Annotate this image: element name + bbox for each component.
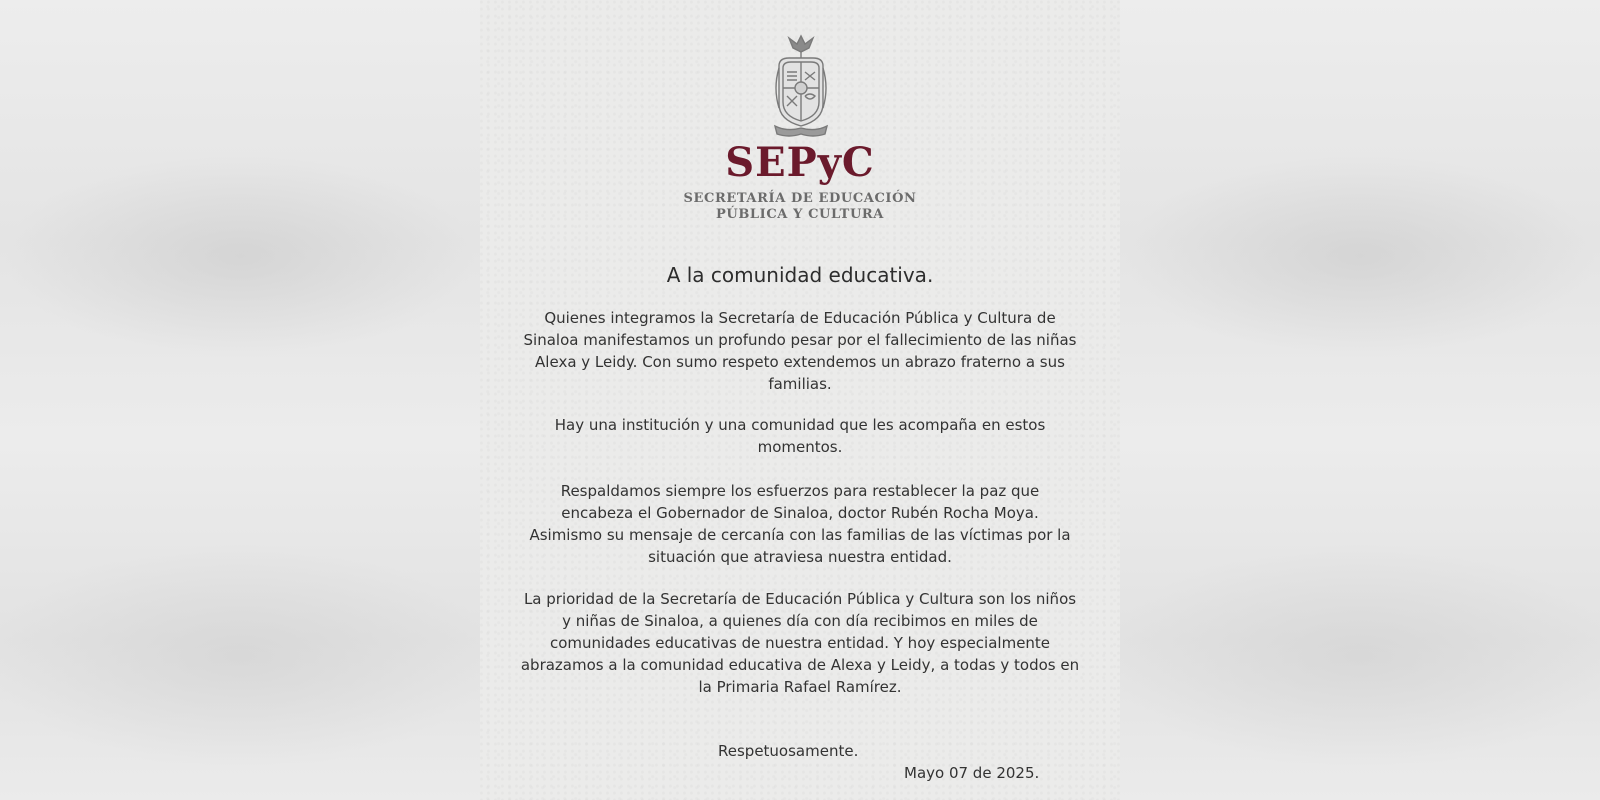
- paragraph-line: Hay una institución y una comunidad que les acompaña en estos: [554, 416, 1046, 434]
- paragraph-line: la Primaria Rafael Ramírez.: [698, 678, 902, 696]
- paragraph-line: Quienes integramos la Secretaría de Educación Pública y Cultura de: [544, 309, 1056, 327]
- blurred-background-left: [0, 0, 480, 800]
- letter-document: [480, 0, 1120, 800]
- paragraph-line: encabeza el Gobernador de Sinaloa, doctor Rubén Rocha Moya.: [561, 504, 1039, 522]
- letter-greeting: A la comunidad educativa.: [666, 263, 934, 287]
- letter-paragraph-3: [480, 480, 1120, 568]
- brand-subtitle-line1: SECRETARÍA DE EDUCACIÓN: [683, 191, 917, 206]
- letter-paragraph-1: [480, 307, 1120, 395]
- letter-paragraph-4: [480, 588, 1120, 698]
- paragraph-line: La prioridad de la Secretaría de Educación Pública y Cultura son los niños: [523, 590, 1077, 608]
- blurred-background-right: [1120, 0, 1600, 800]
- brand-logo-text: SEPyC: [725, 139, 875, 186]
- state-coat-of-arms-icon: [767, 28, 835, 138]
- paragraph-line: comunidades educativas de nuestra entidad. Y hoy especialmente: [549, 634, 1051, 652]
- paragraph-line: familias.: [768, 375, 832, 393]
- paragraph-line: Asimismo su mensaje de cercanía con las familias de las víctimas por la: [529, 526, 1071, 544]
- paragraph-line: Sinaloa manifestamos un profundo pesar por el fallecimiento de las niñas: [523, 331, 1077, 349]
- paragraph-line: abrazamos a la comunidad educativa de Alexa y Leidy, a todas y todos en: [520, 656, 1080, 674]
- letter-date: Mayo 07 de 2025.: [904, 764, 1040, 782]
- paragraph-line: Respaldamos siempre los esfuerzos para restablecer la paz que: [560, 482, 1040, 500]
- paragraph-line: situación que atraviesa nuestra entidad.: [648, 548, 952, 566]
- letter-paragraph-2: [480, 414, 1120, 458]
- paragraph-line: y niñas de Sinaloa, a quienes día con día recibimos en miles de: [562, 612, 1038, 630]
- brand-subtitle-line2: PÚBLICA Y CULTURA: [716, 207, 884, 222]
- paragraph-line: momentos.: [757, 438, 843, 456]
- letter-closing: Respetuosamente.: [718, 742, 859, 760]
- paragraph-line: Alexa y Leidy. Con sumo respeto extendemos un abrazo fraterno a sus: [535, 353, 1065, 371]
